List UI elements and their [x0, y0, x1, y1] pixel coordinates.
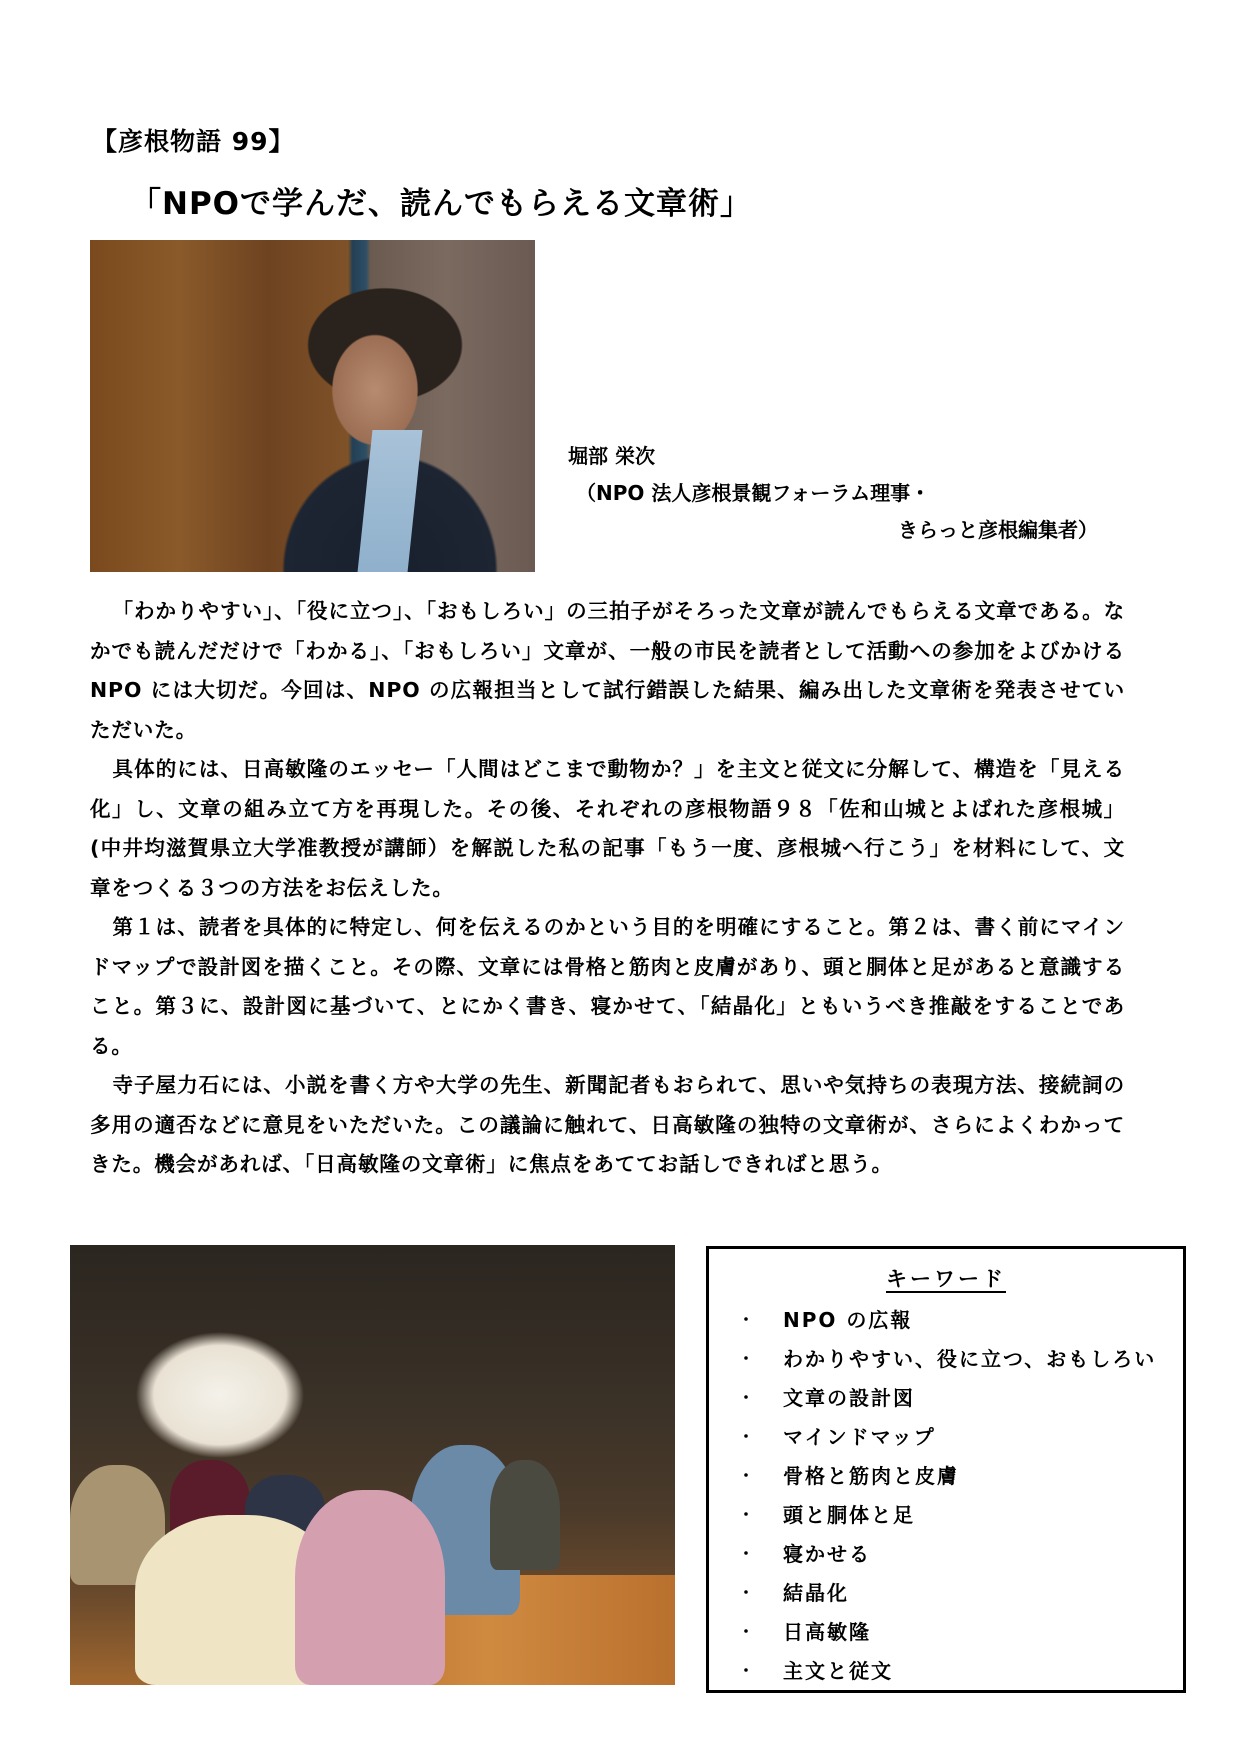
keyword-title: キーワード [886, 1267, 1006, 1291]
keyword-text: マインドマップ [783, 1425, 936, 1449]
author-affiliation-line1: （NPO 法人彦根景観フォーラム理事・ [576, 481, 931, 505]
keyword-list [709, 1299, 1183, 1689]
keyword-item [709, 1494, 1183, 1533]
keyword-text: 結晶化 [783, 1581, 849, 1605]
bullet-icon: ・ [737, 1310, 756, 1329]
figure-woman-pink [295, 1490, 445, 1685]
keyword-item [709, 1338, 1183, 1377]
bullet-icon: ・ [737, 1583, 756, 1602]
bullet-icon: ・ [737, 1661, 756, 1680]
keyword-text: 文章の設計図 [783, 1386, 915, 1410]
keyword-item [709, 1377, 1183, 1416]
bullet-icon: ・ [737, 1349, 756, 1368]
workshop-group-photo [70, 1245, 675, 1685]
keyword-item [709, 1572, 1183, 1611]
keyword-text: 骨格と筋肉と皮膚 [783, 1464, 959, 1488]
author-name: 堀部 栄次 [568, 444, 655, 468]
keyword-item [709, 1611, 1183, 1650]
keyword-text: 日高敏隆 [783, 1620, 871, 1644]
bullet-icon: ・ [737, 1622, 756, 1641]
keyword-item [709, 1455, 1183, 1494]
paragraph-3: 第１は、読者を具体的に特定し、何を伝えるのかという目的を明確にすること。第２は、書く前にマインドマップで設計図を描くこと。その際、文章には骨格と筋肉と皮膚があり、頭と胴体と足があると意識すること。第３に、設計図に基づいて、とにかく書き、寝かせて、「結晶化」ともいうべき推敲をすることである。 [90, 915, 1125, 1058]
paragraph-1: 「わかりやすい」、「役に立つ」、「おもしろい」の三拍子がそろった文章が読んでもらえる文章である。なかでも読んだだけで「わかる」、「おもしろい」文章が、一般の市民を読者として活動への参加をよびかける NPO には大切だ。今回は、NPO の広報担当として試行錯誤した結果、編み出した文章術を発表させていただいた。 [90, 599, 1125, 742]
keyword-item [709, 1299, 1183, 1338]
bullet-icon: ・ [737, 1505, 756, 1524]
figure-man-grey-jacket [490, 1460, 560, 1570]
keyword-text: 頭と胴体と足 [783, 1503, 915, 1527]
bullet-icon: ・ [737, 1544, 756, 1563]
paragraph-4: 寺子屋力石には、小説を書く方や大学の先生、新聞記者もおられて、思いや気持ちの表現方法、接続詞の多用の適否などに意見をいただいた。この議論に触れて、日高敏隆の独特の文章術が、さらによくわかってきた。機会があれば、「日高敏隆の文章術」に焦点をあててお話しできればと思う。 [90, 1073, 1125, 1176]
keyword-text: NPO の広報 [783, 1308, 913, 1332]
paragraph-2: 具体的には、日高敏隆のエッセー「人間はどこまで動物か？」を主文と従文に分解して、構造を「見える化」し、文章の組み立て方を再現した。その後、それぞれの彦根物語９８「佐和山城とよばれた彦根城」(中井均滋賀県立大学准教授が講師）を解説した私の記事「もう一度、彦根城へ行こう」を材料にして、文章をつくる３つの方法をお伝えした。 [90, 757, 1125, 900]
series-label: 【彦根物語 99】 [92, 127, 295, 156]
byline [568, 438, 1098, 549]
bullet-icon: ・ [737, 1427, 756, 1446]
keyword-text: わかりやすい、役に立つ、おもしろい [783, 1347, 1157, 1371]
bullet-icon: ・ [737, 1388, 756, 1407]
author-portrait-photo [90, 240, 535, 572]
headline: 「NPOで学んだ、読んでもらえる文章術」 [130, 186, 753, 222]
article-body [90, 592, 1125, 1185]
keyword-text: 主文と従文 [783, 1659, 893, 1683]
portrait-shirt-shape [358, 430, 423, 572]
bullet-icon: ・ [737, 1466, 756, 1485]
author-affiliation-line2: きらっと彦根編集者） [898, 518, 1098, 542]
keyword-item [709, 1650, 1183, 1689]
keyword-item [709, 1416, 1183, 1455]
keyword-text: 寝かせる [783, 1542, 871, 1566]
keyword-box [706, 1246, 1186, 1693]
keyword-item [709, 1533, 1183, 1572]
